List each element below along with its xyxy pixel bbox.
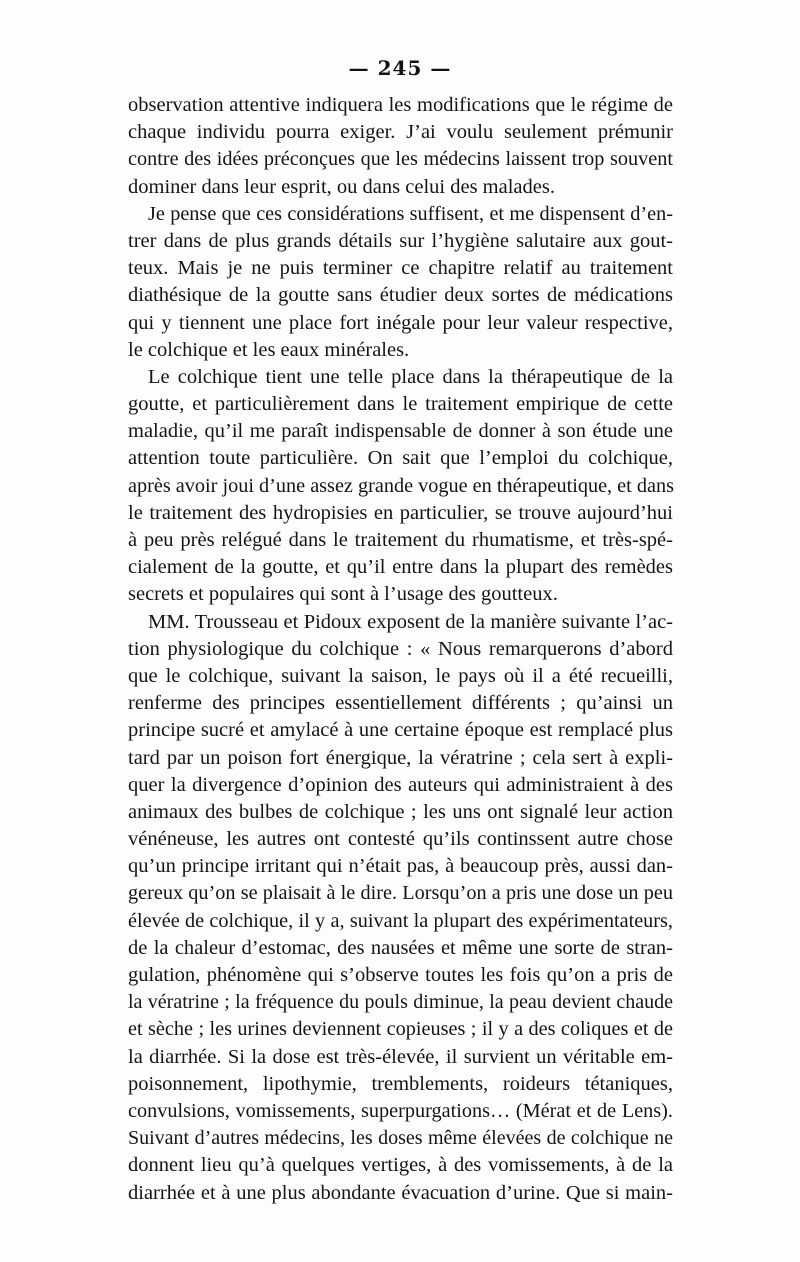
text-line: observation attentive indiquera les modifications que le régime de xyxy=(128,94,673,116)
text-line: élevée de colchique, il y a, suivant la plupart des expérimentateurs, xyxy=(128,909,673,932)
body-text xyxy=(128,92,673,1207)
text-line: le traitement des hydropisies en particulier, se trouve aujourd’hui xyxy=(128,501,673,524)
text-line: qui y tiennent une place fort inégale pour leur valeur respective, xyxy=(128,311,673,334)
text-line: trer dans de plus grands détails sur l’hygiène salutaire aux gout- xyxy=(128,229,673,252)
text-line: la vératrine ; la fréquence du pouls diminue, la peau devient chaude xyxy=(128,991,673,1014)
page-number: — 245 — xyxy=(348,56,452,80)
text-line: vénéneuse, les autres ont contesté qu’ils continssent autre chose xyxy=(128,828,673,851)
text-line: cialement de la goutte, et qu’il entre dans la plupart des remèdes xyxy=(128,556,673,579)
text-line: après avoir joui d’une assez grande vogue en thérapeutique, et dans xyxy=(128,474,674,497)
text-line: teux. Mais je ne puis terminer ce chapitre relatif au traitement xyxy=(128,257,673,280)
text-line: goutte, et particulièrement dans le traitement empirique de cette xyxy=(128,393,673,416)
text-line: attention toute particulière. On sait que l’emploi du colchique, xyxy=(128,447,673,470)
text-line: Je pense que ces considérations suffisent, et me dispensent d’en- xyxy=(148,202,673,225)
text-line: animaux des bulbes de colchique ; les uns ont signalé leur action xyxy=(128,800,673,823)
text-line: diarrhée et à une plus abondante évacuation d’urine. Que si main- xyxy=(128,1181,673,1204)
text-line: Suivant d’autres médecins, les doses même élevées de colchique ne xyxy=(128,1127,673,1150)
text-line: secrets et populaires qui sont à l’usage des goutteux. xyxy=(128,583,558,606)
text-line: maladie, qu’il me paraît indispensable de donner à son étude une xyxy=(128,420,673,443)
text-line: renferme des principes essentiellement différents ; qu’ainsi un xyxy=(128,692,673,715)
text-line: tard par un poison fort énergique, la vératrine ; cela sert à expli- xyxy=(128,746,673,769)
text-line: qu’un principe irritant qui n’était pas, à beaucoup près, aussi dan- xyxy=(128,855,673,878)
text-line: Le colchique tient une telle place dans la thérapeutique de la xyxy=(148,365,673,388)
text-line: dominer dans leur esprit, ou dans celui des malades. xyxy=(128,175,555,198)
text-line: donnent lieu qu’à quelques vertiges, à des vomissements, à de la xyxy=(128,1154,673,1177)
text-line: diathésique de la goutte sans étudier deux sortes de médications xyxy=(128,284,673,307)
text-line: de la chaleur d’estomac, des nausées et même une sorte de stran- xyxy=(128,936,673,959)
text-line: principe sucré et amylacé à une certaine époque est remplacé plus xyxy=(128,719,673,742)
text-line: chaque individu pourra exiger. J’ai voulu seulement prémunir xyxy=(128,121,673,144)
text-line: gereux qu’on se plaisait à le dire. Lorsqu’on a pris une dose un peu xyxy=(128,882,673,905)
text-line: le colchique et les eaux minérales. xyxy=(128,338,410,361)
text-line: contre des idées préconçues que les médecins laissent trop souvent xyxy=(128,148,673,171)
text-line: que le colchique, suivant la saison, le pays où il a été recueilli, xyxy=(128,664,673,687)
text-line: MM. Trousseau et Pidoux exposent de la manière suivante l’ac- xyxy=(148,610,673,633)
text-line: la diarrhée. Si la dose est très-élevée, il survient un véritable em- xyxy=(128,1045,673,1068)
text-line: quer la divergence d’opinion des auteurs qui administraient à des xyxy=(128,773,673,796)
text-line: poisonnement, lipothymie, tremblements, roideurs tétaniques, xyxy=(128,1072,673,1095)
text-line: gulation, phénomène qui s’observe toutes les fois qu’on a pris de xyxy=(128,964,673,986)
text-line: et sèche ; les urines deviennent copieuses ; il y a des coliques et de xyxy=(128,1018,673,1041)
text-line: convulsions, vomissements, superpurgations… (Mérat et de Lens). xyxy=(128,1099,673,1122)
text-line: à peu près relégué dans le traitement du rhumatisme, et très-spé- xyxy=(128,529,673,551)
text-line: tion physiologique du colchique : « Nous remarquerons d’abord xyxy=(128,637,673,660)
